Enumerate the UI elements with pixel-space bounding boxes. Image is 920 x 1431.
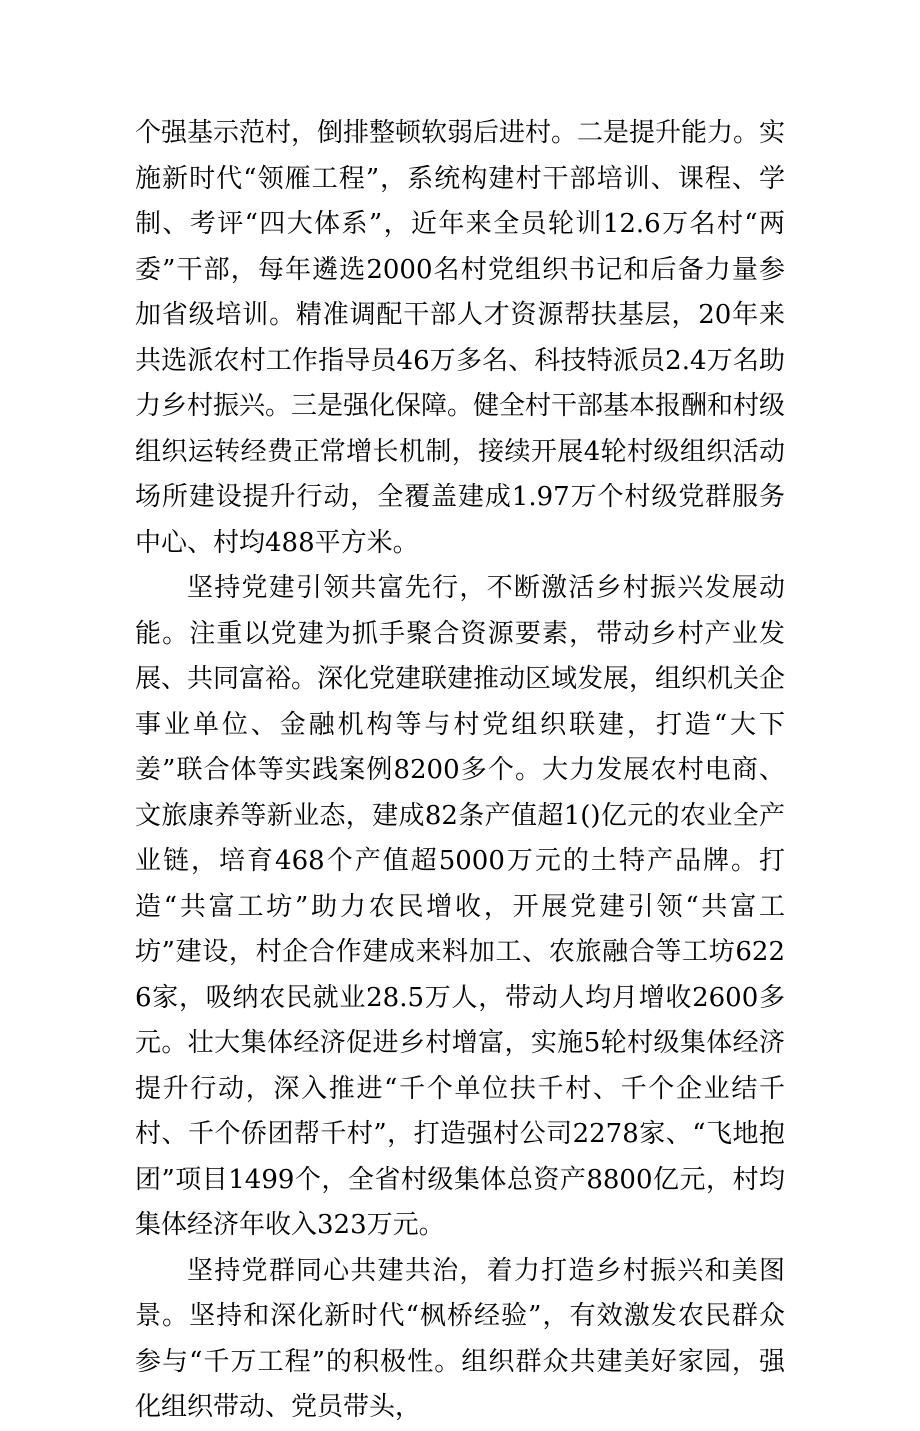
paragraph-3: 坚持党群同心共建共治，着力打造乡村振兴和美图景。坚持和深化新时代“枫桥经验”，有效激发农民群众参与“千万工程”的积极性。组织群众共建美好家园，强化组织带动、党员带头， xyxy=(135,1255,785,1422)
document-body xyxy=(135,111,785,1431)
paragraph-1: 个强基示范村，倒排整顿软弱后进村。二是提升能力。实施新时代“领雁工程”，系统构建村干部培训、课程、学制、考评“四大体系”，近年来全员轮训12.6万名村“两委”干部，每年遴选2000名村党组织书记和后备力量参加省级培训。精准调配干部人才资源帮扶基层，20年来共选派农村工作指导员46万多名、科技特派员2.4万名助力乡村振兴。三是强化保障。健全村干部基本报酬和村级组织运转经费正常增长机制，接续开展4轮村级组织活动场所建设提升行动，全覆盖建成1.97万个村级党群服务中心、村均488平方米。 xyxy=(135,118,786,558)
paragraph-2: 坚持党建引领共富先行，不断激活乡村振兴发展动能。注重以党建为抓手聚合资源要素，带动乡村产业发展、共同富裕。深化党建联建推动区域发展，组织机关企事业单位、金融机构等与村党组织联建，打造“大下姜”联合体等实践案例8200多个。大力发展农村电商、文旅康养等新业态，建成82条产值超1()亿元的农业全产业链，培育468个产值超5000万元的土特产品牌。打造“共富工坊”助力农民增收，开展党建引领“共富工坊”建设，村企合作建成来料加工、农旅融合等工坊6226家，吸纳农民就业28.5万人，带动人均月增收2600多元。壮大集体经济促进乡村增富，实施5轮村级集体经济提升行动，深入推进“千个单位扶千村、千个企业结千村、千个侨团帮千村”，打造强村公司2278家、“飞地抱团”项目1499个，全省村级集体总资产8800亿元，村均集体经济年收入323万元。 xyxy=(135,573,786,1240)
